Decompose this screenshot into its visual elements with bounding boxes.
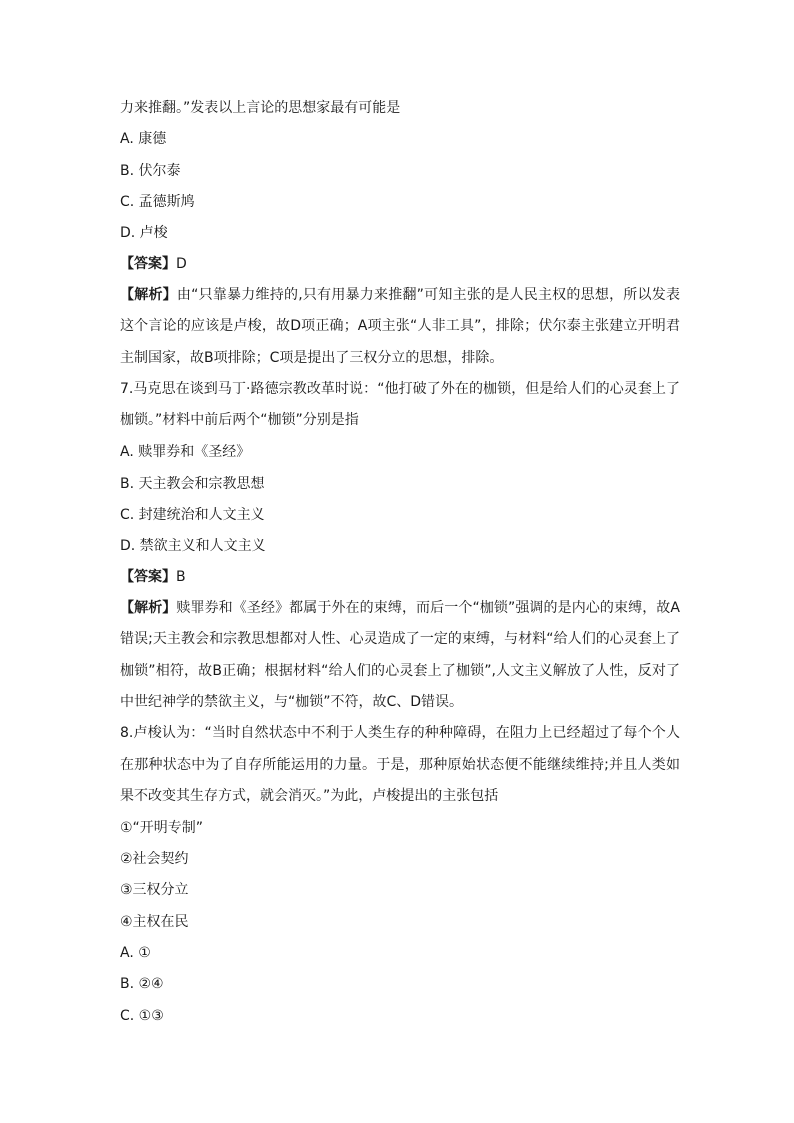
- answer-tag: 【答案】: [120, 256, 176, 273]
- q8-item-2: ②社会契约: [120, 851, 189, 868]
- q7-option-b: B. 天主教会和宗教思想: [120, 475, 265, 492]
- q8-option-a: A. ①: [120, 945, 151, 962]
- q8-item-3: ③三权分立: [120, 882, 189, 899]
- q6-option-c: C. 孟德斯鸠: [120, 193, 195, 210]
- q7-stem: 7.马克思在谈到马丁·路德宗教改革时说：“他打破了外在的枷锁，但是给人们的心灵套上了枷锁。”材料中前后两个“枷锁”分别是指: [120, 381, 680, 429]
- q6-analysis: [120, 280, 680, 374]
- exam-page: [120, 98, 680, 1037]
- analysis-tag: 【解析】: [120, 287, 177, 304]
- q6-option-b: B. 伏尔泰: [120, 162, 181, 179]
- answer-value: D: [176, 256, 187, 273]
- q7-analysis: [120, 593, 680, 718]
- answer-value: B: [176, 569, 186, 586]
- q8-option-b: B. ②④: [120, 976, 164, 993]
- q8-option-c: C. ①③: [120, 1007, 164, 1024]
- analysis-text: 赎罪券和《圣经》都属于外在的束缚，而后一个“枷锁”强调的是内心的束缚，故A错误;天主教会和宗教思想都对人性、心灵造成了一定的束缚，与材料“给人们的心灵套上了枷锁”相符，故B正确；根据材料“给人们的心灵套上了枷锁”,人文主义解放了人性，反对了中世纪神学的禁欲主义，与“枷锁”不符，故C、D错误。: [120, 600, 680, 711]
- q7-option-c: C. 封建统治和人文主义: [120, 506, 265, 523]
- q6-option-a: A. 康德: [120, 131, 167, 148]
- q7-option-d: D. 禁欲主义和人文主义: [120, 538, 266, 555]
- q7-answer: [120, 567, 680, 587]
- q6-stem-tail: 力来推翻。”发表以上言论的思想家最有可能是: [120, 100, 401, 116]
- q8-item-1: ①“开明专制”: [120, 819, 204, 836]
- analysis-tag: 【解析】: [120, 600, 177, 617]
- analysis-text: 由“只靠暴力维持的,只有用暴力来推翻”可知主张的是人民主权的思想，所以发表这个言论的应该是卢梭，故D项正确；A项主张“人非工具”，排除；伏尔泰主张建立开明君主制国家，故B项排除；C项是提出了三权分立的思想，排除。: [120, 287, 680, 366]
- q8-stem: 8.卢梭认为：“当时自然状态中不利于人类生存的种种障碍，在阻力上已经超过了每个个人在那种状态中为了自存所能运用的力量。于是，那种原始状态便不能继续维持;并且人类如果不改变其生存方式，就会消灭。”为此，卢梭提出的主张包括: [120, 725, 680, 804]
- q7-option-a: A. 赎罪券和《圣经》: [120, 444, 251, 461]
- q6-answer: [120, 254, 680, 274]
- q8-item-4: ④主权在民: [120, 913, 189, 930]
- q6-option-d: D. 卢梭: [120, 225, 168, 242]
- answer-tag: 【答案】: [120, 569, 176, 586]
